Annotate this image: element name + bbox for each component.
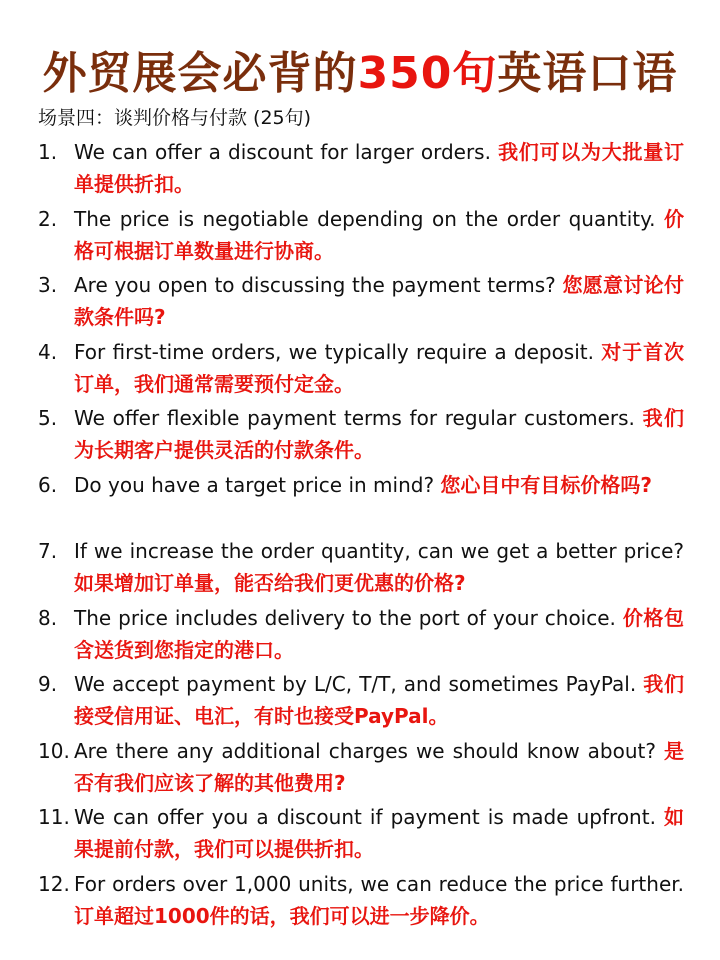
phrase-item-5: [38, 402, 684, 469]
page-title: [0, 43, 720, 105]
phrase-item-10: [38, 735, 684, 802]
phrase-item-8: [38, 602, 684, 669]
phrase-number: 6.: [38, 472, 58, 497]
phrase-chinese: 价格可根据订单数量进行协商。: [74, 206, 684, 263]
phrase-chinese: 如果提前付款，我们可以提供折扣。: [74, 805, 684, 861]
phrase-english: We accept payment by L/C, T/T, and sometimes PayPal.: [74, 672, 644, 696]
phrase-item-4: [38, 336, 684, 403]
phrase-item-6: [38, 469, 684, 536]
phrase-chinese: 您心目中有目标价格吗?: [440, 472, 653, 497]
phrase-item-2: [38, 203, 684, 270]
phrase-number: 5.: [38, 406, 58, 430]
phrase-text: [74, 269, 684, 333]
phrase-english: Are you open to discussing the payment terms?: [74, 273, 563, 297]
phrase-chinese: 价格包含送货到您指定的港口。: [74, 605, 684, 662]
phrase-english: The price is negotiable depending on the order quantity.: [74, 206, 664, 231]
phrase-chinese: 您愿意讨论付款条件吗?: [74, 273, 684, 329]
scene-heading: 场景四：谈判价格与付款 (25句): [38, 107, 312, 129]
phrase-item-1: [38, 136, 684, 203]
phrase-chinese: 对于首次订单，我们通常需要预付定金。: [74, 339, 685, 396]
title-part-1: 外贸展会必背的: [42, 48, 358, 100]
phrase-item-12: [38, 868, 684, 935]
phrase-english: We can offer a discount for larger orders.: [74, 140, 499, 164]
phrase-text: [74, 668, 684, 732]
phrase-text: [74, 336, 684, 400]
phrase-chinese: 我们接受信用证、电汇，有时也接受PayPal。: [74, 672, 684, 728]
phrase-item-3: [38, 269, 684, 336]
title-part-3: 英语口语: [497, 48, 678, 100]
phrase-item-11: [38, 801, 684, 868]
phrase-number: 10.: [38, 738, 70, 763]
phrase-english: If we increase the order quantity, can we get a better price?: [74, 539, 684, 563]
phrase-english: For first-time orders, we typically require a deposit.: [74, 339, 602, 364]
phrase-chinese: 如果增加订单量，能否给我们更优惠的价格?: [74, 571, 466, 595]
phrase-english: For orders over 1,000 units, we can reduce the price further.: [74, 871, 684, 896]
phrase-number: 9.: [38, 672, 58, 696]
phrase-text: [74, 602, 684, 666]
phrase-list: [38, 136, 684, 934]
phrase-text: [74, 136, 684, 200]
phrase-chinese: 我们可以为大批量订单提供折扣。: [74, 140, 685, 196]
phrase-text: [74, 203, 684, 267]
phrase-text: [74, 469, 684, 501]
phrase-chinese: 是否有我们应该了解的其他费用?: [74, 738, 684, 795]
phrase-number: 1.: [38, 140, 58, 164]
phrase-text: [74, 735, 684, 799]
phrase-text: [74, 868, 684, 932]
phrase-number: 4.: [38, 339, 58, 364]
phrase-number: 11.: [38, 805, 70, 829]
phrase-number: 8.: [38, 605, 58, 630]
phrase-english: We offer flexible payment terms for regular customers.: [74, 406, 643, 430]
phrase-english: We can offer you a discount if payment is made upfront.: [74, 805, 664, 829]
phrase-text: [74, 535, 684, 599]
phrase-number: 2.: [38, 206, 58, 231]
phrase-item-9: [38, 668, 684, 735]
phrase-text: [74, 801, 684, 865]
phrase-chinese: 订单超过1000件的话，我们可以进一步降价。: [74, 903, 490, 928]
phrase-number: 7.: [38, 539, 58, 563]
phrase-number: 12.: [38, 871, 70, 896]
phrase-text: [74, 402, 684, 466]
phrase-english: Do you have a target price in mind?: [74, 472, 441, 497]
phrase-number: 3.: [38, 273, 58, 297]
title-part-2: 350句: [357, 48, 498, 100]
phrase-item-7: [38, 535, 684, 602]
phrase-english: Are there any additional charges we should know about?: [74, 738, 664, 763]
phrase-english: The price includes delivery to the port of your choice.: [74, 605, 623, 630]
phrase-chinese: 我们为长期客户提供灵活的付款条件。: [74, 406, 684, 462]
